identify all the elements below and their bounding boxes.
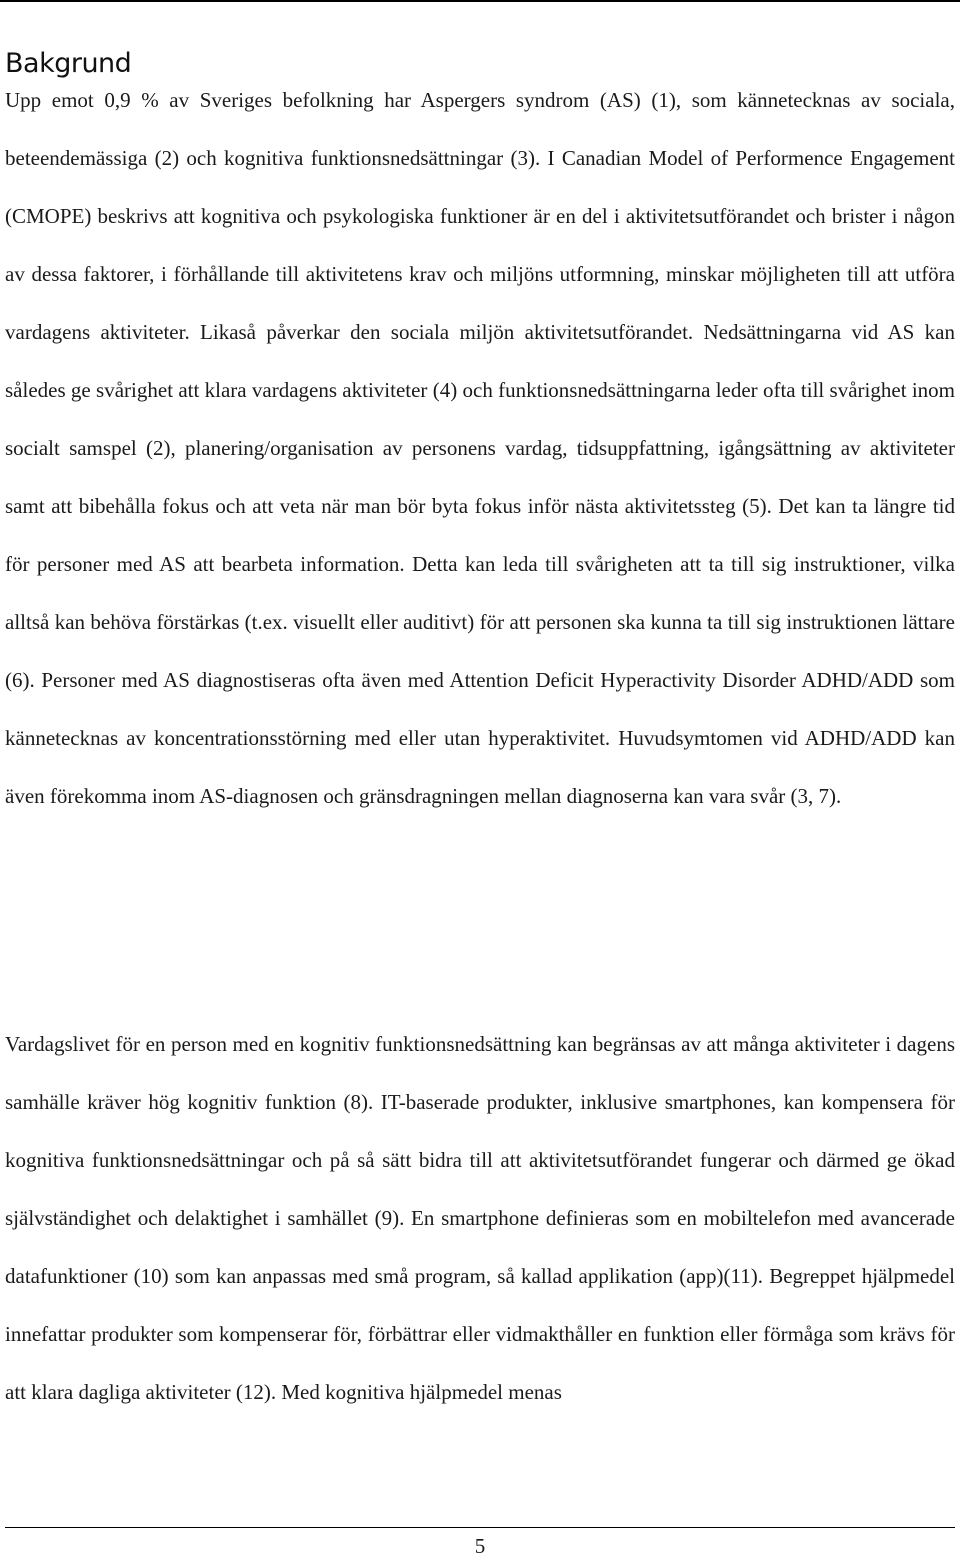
paragraph-2: Vardagslivet för en person med en kognitiv funktionsnedsättning kan begränsas av att många aktiviteter i dagens samhälle kräver hög kognitiv funktion (8). IT-baserade produkter, inklusive smartphones, kan kompensera för kognitiva funktionsnedsättningar och på så sätt bidra till att aktivitetsutförandet fungerar och därmed ge ökad självständighet och delaktighet i samhället (9). En smartphone definieras som en mobiltelefon med avancerade datafunktioner (10) som kan anpassas med små program, så kallad applikation (app)(11). Begreppet hjälpmedel innefattar produkter som kompenserar för, förbättrar eller vidmakthåller en funktion eller förmåga som krävs för att klara dagliga aktiviteter (12). Med kognitiva hjälpmedel menas <box>5 1032 955 1404</box>
footer-rule <box>5 1527 955 1528</box>
top-rule <box>0 0 960 2</box>
page-number: 5 <box>474 1534 486 1558</box>
section-heading: Bakgrund <box>5 48 132 79</box>
paragraph-1: Upp emot 0,9 % av Sveriges befolkning har Aspergers syndrom (AS) (1), som kännetecknas av sociala, beteendemässiga (2) och kognitiva funktionsnedsättningar (3). I Canadian Model of Performence Engagement (CMOPE) beskrivs att kognitiva och psykologiska funktioner är en del i aktivitetsutförandet och brister i någon av dessa faktorer, i förhållande till aktivitetens krav och miljöns utformning, minskar möjligheten till att utföra vardagens aktiviteter. Likaså påverkar den sociala miljön aktivitetsutförandet. Nedsättningarna vid AS kan således ge svårighet att klara vardagens aktiviteter (4) och funktionsnedsättningarna leder ofta till svårighet inom socialt samspel (2), planering/organisation av personens vardag, tidsuppfattning, igångsättning av aktiviteter samt att bibehålla fokus och att veta när man bör byta fokus inför nästa aktivitetssteg (5). Det kan ta längre tid för personer med AS att bearbeta information. Detta kan leda till svårigheten att ta till sig instruktioner, vilka alltså kan behöva förstärkas (t.ex. visuellt eller auditivt) för att personen ska kunna ta till sig instruktionen lättare (6). Personer med AS diagnostiseras ofta även med Attention Deficit Hyperactivity Disorder ADHD/ADD som kännetecknas av koncentrationsstörning med eller utan hyperaktivitet. Huvudsymtomen vid ADHD/ADD kan även förekomma inom AS-diagnosen och gränsdragningen mellan diagnoserna kan vara svår (3, 7). <box>5 88 955 808</box>
